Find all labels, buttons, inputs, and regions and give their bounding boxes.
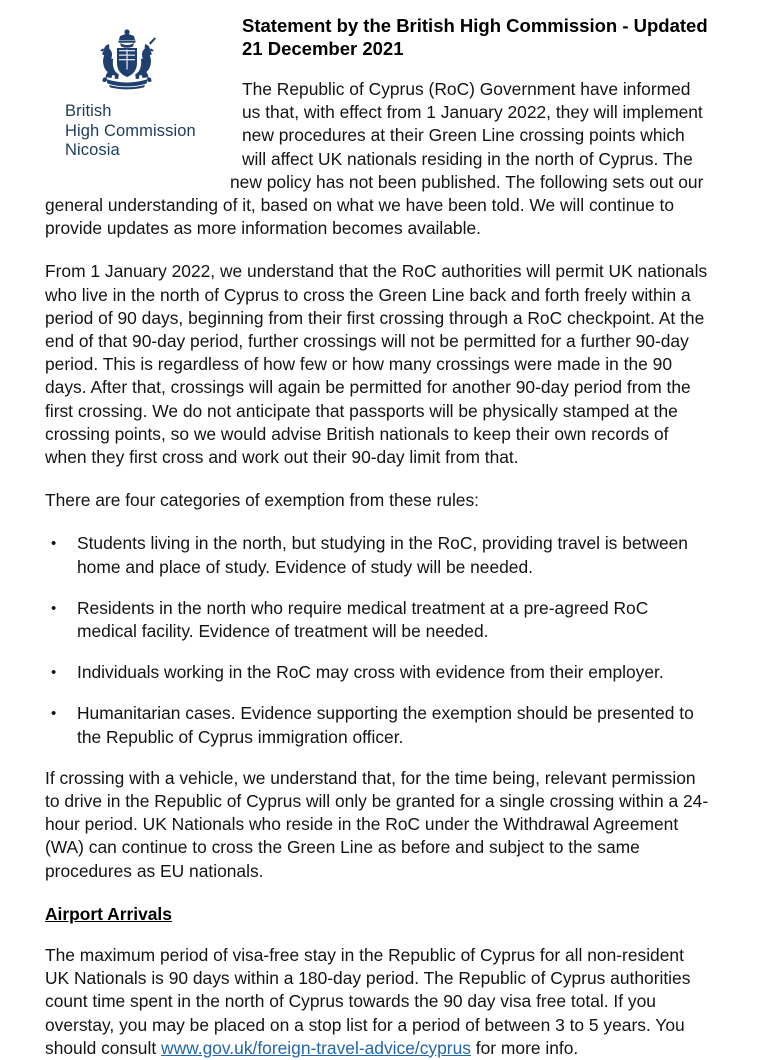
- bullet-icon: •: [51, 599, 57, 617]
- bullet-icon: •: [51, 664, 57, 682]
- intro-paragraph-part-2: general understanding of it, based on what we have been told. We will continue to provide updates as more information becomes available.: [45, 195, 675, 239]
- logo-line-high-commission: High Commission: [65, 121, 196, 140]
- airport-text-after-link: for more info.: [470, 1037, 579, 1058]
- paragraph-vehicle-crossing: If crossing with a vehicle, we understand that, for the time being, relevant permission to drive in the Republic of Cyprus will only be granted for a single crossing within a 24-hour period. UK Nationals who reside in the RoC under the Withdrawal Agreement (WA) can continue to cross the Green Line as before and subject to the same procedures as EU nationals.: [45, 767, 709, 881]
- page-title: Statement by the British High Commission - Updated 21 December 2021: [242, 15, 708, 59]
- logo-line-nicosia: Nicosia: [65, 141, 120, 159]
- list-item-text: Students living in the north, but studying in the RoC, providing travel is between home and place of study. Evidence of study will be needed.: [77, 533, 688, 577]
- bullet-icon: •: [51, 535, 57, 553]
- section-heading-airport-arrivals: Airport Arrivals: [45, 903, 172, 924]
- list-item-text: Humanitarian cases. Evidence supporting the exemption should be presented to the Republic of Cyprus immigration officer.: [77, 703, 694, 747]
- intro-paragraph-part-1: The Republic of Cyprus (RoC) Government have informed us that, with effect from 1 January 2022, they will implement new procedures at their Green Line crossing points which will affect UK nationals residing in the north of Cyprus. The new policy has not been published. The following sets out our: [230, 79, 704, 192]
- airport-text-before-link: The maximum period of visa-free stay in the Republic of Cyprus for all non-resident UK Nationals is 90 days within a 180-day period. The Republic of Cyprus authorities count time spent in the north of Cyprus towards the 90 day visa free total. If you overstay, you may be placed on a stop list for a period of between 3 to 5 years. You should consult: [45, 944, 691, 1058]
- exemptions-list: [45, 532, 711, 748]
- list-item: [45, 597, 711, 643]
- list-item: [45, 702, 711, 748]
- exemptions-lead-in: There are four categories of exemption from these rules:: [45, 490, 480, 511]
- british-high-commission-logo: [65, 24, 230, 161]
- list-item-text: Residents in the north who require medical treatment at a pre-agreed RoC medical facility. Evidence of treatment will be needed.: [77, 597, 649, 642]
- logo-wordmark: [65, 102, 230, 161]
- list-item: [45, 532, 711, 578]
- list-item: [45, 661, 711, 684]
- bullet-icon: •: [51, 705, 57, 723]
- logo-line-british: British: [65, 102, 112, 120]
- paragraph-90-day-policy: From 1 January 2022, we understand that the RoC authorities will permit UK nationals who live in the north of Cyprus to cross the Green Line back and forth freely within a period of 90 days, beginning from their first crossing through a RoC checkpoint. At the end of that 90-day period, further crossings will not be permitted for a further 90-day period. This is regardless of how few or how many crossings were made in the 90 days. After that, crossings will again be permitted for another 90-day period from the first crossing. We do not anticipate that passports will be physically stamped at the crossing points, so we would advise British nationals to keep their own records of when they first cross and work out their 90-day limit from that.: [45, 261, 708, 468]
- gov-uk-travel-advice-link[interactable]: www.gov.uk/foreign-travel-advice/cyprus: [161, 1037, 471, 1058]
- list-item-text: Individuals working in the RoC may cross with evidence from their employer.: [77, 662, 664, 683]
- royal-coat-of-arms-icon: [79, 24, 175, 96]
- paragraph-airport-arrivals: [45, 944, 711, 1060]
